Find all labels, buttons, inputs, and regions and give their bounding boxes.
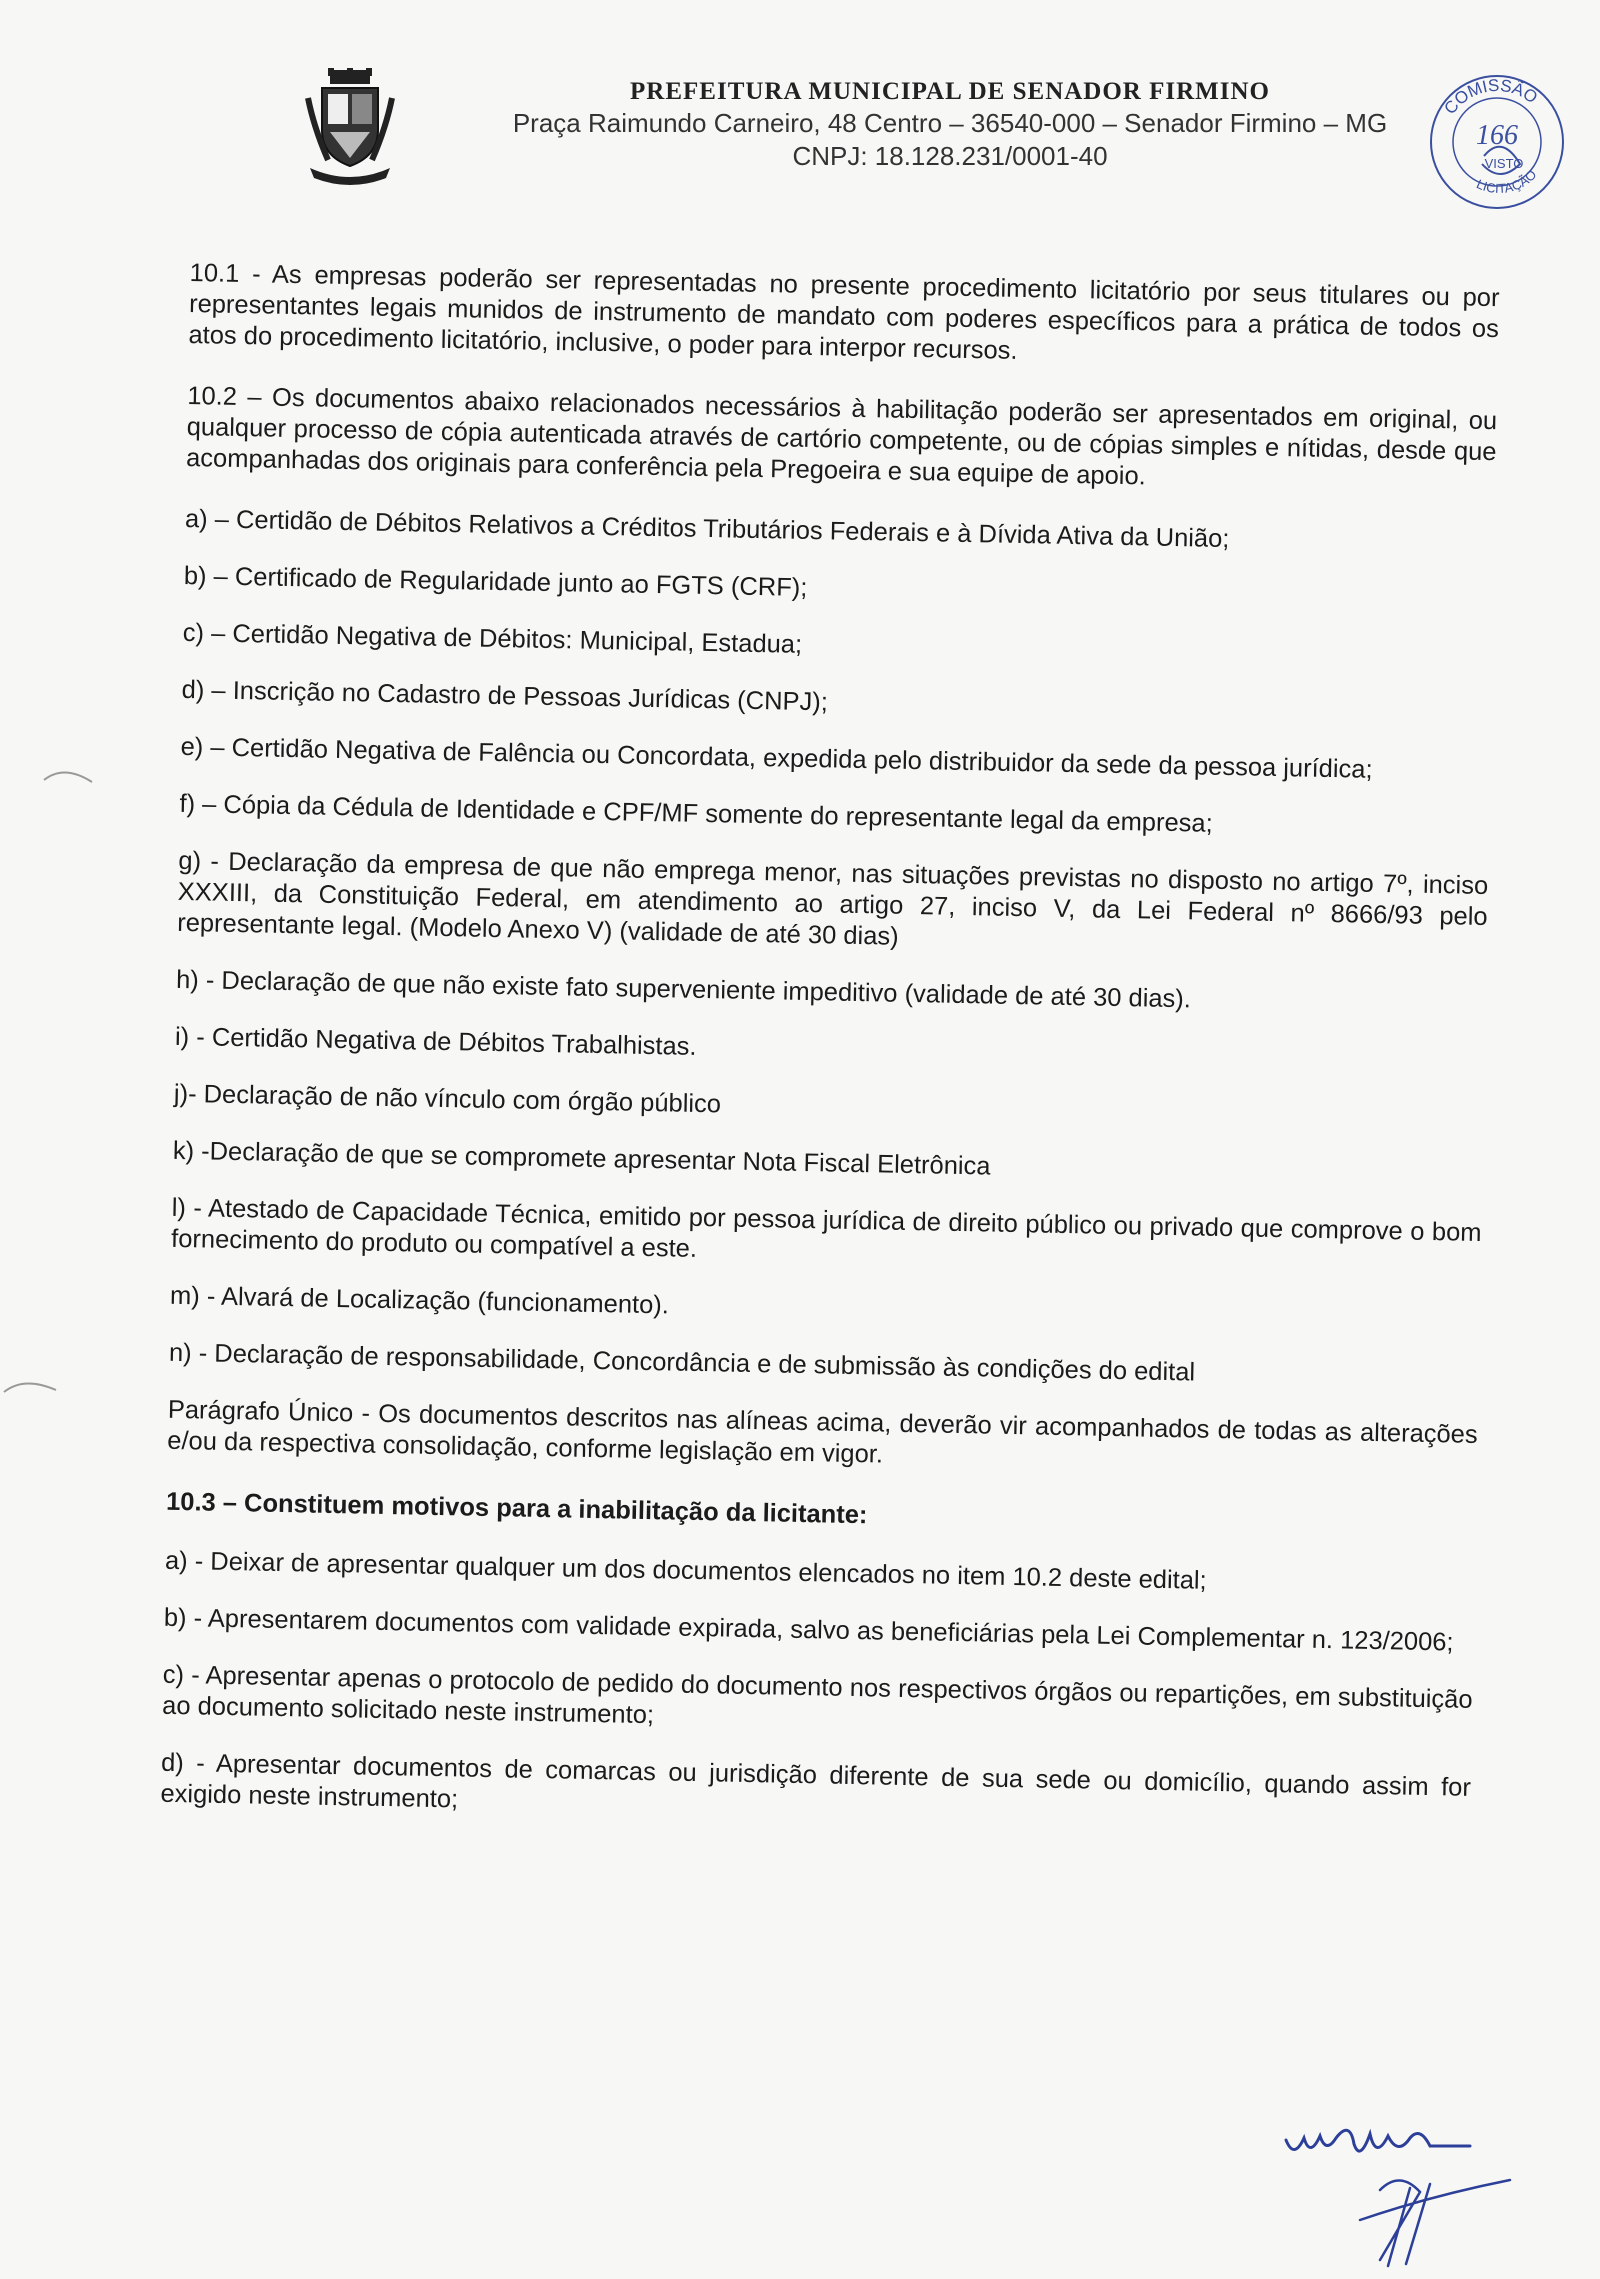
list-item: b) - Apresentarem documentos com validade expirada, salvo as beneficiárias pela Lei Complementar n. 123/2006; (163, 1603, 1454, 1657)
list-item: c) – Certidão Negativa de Débitos: Municipal, Estadua; (182, 618, 803, 659)
list-item: f) – Cópia da Cédula de Identidade e CPF/MF somente do representante legal da empresa; (179, 789, 1213, 838)
list-item: n) - Declaração de responsabilidade, Concordância e de submissão às condições do edital (168, 1338, 1196, 1387)
margin-mark-icon (40, 760, 100, 790)
list-item: l) - Atestado de Capacidade Técnica, emitido por pessoa jurídica de direito público ou privado que comprove o bom fornecimento do produto ou compatível a este. (170, 1193, 1482, 1263)
paragrafo-unico: Parágrafo Único - Os documentos descritos nas alíneas acima, deverão vir acompanhados de todas as alterações e/ou da respectiva consolidação, conforme legislação em vigor. (167, 1395, 1478, 1469)
list-item: b) – Certificado de Regularidade junto ao FGTS (CRF); (183, 561, 808, 602)
city-hall-address: Praça Raimundo Carneiro, 48 Centro – 36540-000 – Senador Firmino – MG (512, 108, 1388, 138)
list-item: k) -Declaração de que se compromete apresentar Nota Fiscal Eletrônica (172, 1136, 991, 1181)
stamp-top-text: COMISSÃO (1440, 75, 1541, 118)
list-item: j)- Declaração de não vínculo com órgão público (173, 1079, 722, 1119)
margin-mark-icon (0, 1370, 60, 1400)
section-10-3-heading: 10.3 – Constituem motivos para a inabilitação da licitante: (165, 1487, 868, 1530)
handwritten-signature-icon (1280, 2100, 1540, 2270)
stamp-word-visto: VISTO (1484, 156, 1524, 171)
city-hall-cnpj: CNPJ: 18.128.231/0001-40 (792, 141, 1108, 171)
disqualification-list (160, 1546, 1475, 1835)
list-item: a) - Deixar de apresentar qualquer um dos documentos elencados no item 10.2 deste edital; (164, 1546, 1207, 1595)
stamp-bottom-text: LICITAÇÃO (1474, 166, 1540, 197)
list-item: c) - Apresentar apenas o protocolo de pedido do documento nos respectivos órgãos ou repartições, em substituição ao documento solicitado neste instrumento; (161, 1660, 1473, 1730)
list-item: h) - Declaração de que não existe fato superveniente impeditivo (validade de até 30 dias). (175, 965, 1192, 1014)
list-item: m) - Alvará de Localização (funcionamento). (169, 1281, 670, 1320)
commission-stamp (1422, 64, 1572, 214)
stamp-number: 166 (1476, 120, 1518, 151)
section-10-1: 10.1 - As empresas poderão ser representadas no presente procedimento licitatório por seus titulares ou por representantes legais munidos de instrumento de mandato com poderes específicos para a prática de todos os atos do procedimento licitatório, inclusive, o poder para interpor recursos. (188, 258, 1500, 365)
city-hall-name: PREFEITURA MUNICIPAL DE SENADOR FIRMINO (630, 78, 1270, 105)
letterhead (470, 78, 1430, 172)
list-item: d) - Apresentar documentos de comarcas ou jurisdição diferente de sua sede ou domicílio, quando assim for exigido neste instrumento; (160, 1748, 1472, 1814)
municipal-coat-of-arms-icon (300, 68, 400, 186)
svg-text:LICITAÇÃO (1474, 167, 1539, 196)
list-item: g) - Declaração da empresa de que não emprega menor, nas situações previstas no disposto no artigo 7º, inciso XXXIII, da Constituição Federal, em atendimento ao artigo 27, inciso V, da Lei Federal nº 8666/93 pelo representante legal. (Modelo Anexo V) (validade de até 30 dias) (176, 846, 1489, 951)
list-item: e) – Certidão Negativa de Falência ou Concordata, expedida pelo distribuidor da sede da pessoa jurídica; (180, 732, 1373, 784)
list-item: i) - Certidão Negativa de Débitos Trabalhistas. (174, 1022, 697, 1061)
list-item: d) – Inscrição no Cadastro de Pessoas Jurídicas (CNPJ); (181, 675, 829, 717)
required-documents-list (169, 504, 1495, 1394)
list-item: a) – Certidão de Débitos Relativos a Créditos Tributários Federais e à Dívida Ativa da União; (184, 504, 1230, 554)
section-10-2: 10.2 – Os documentos abaixo relacionados necessários à habilitação poderão ser apresentados em original, ou qualquer processo de cópia autenticada através de cartório competente, ou de cópias simples e nítidas, desde que acompanhadas dos originais para conferência pela Pregoeira e sua equipe de apoio. (185, 381, 1498, 491)
document-body (160, 258, 1500, 1861)
